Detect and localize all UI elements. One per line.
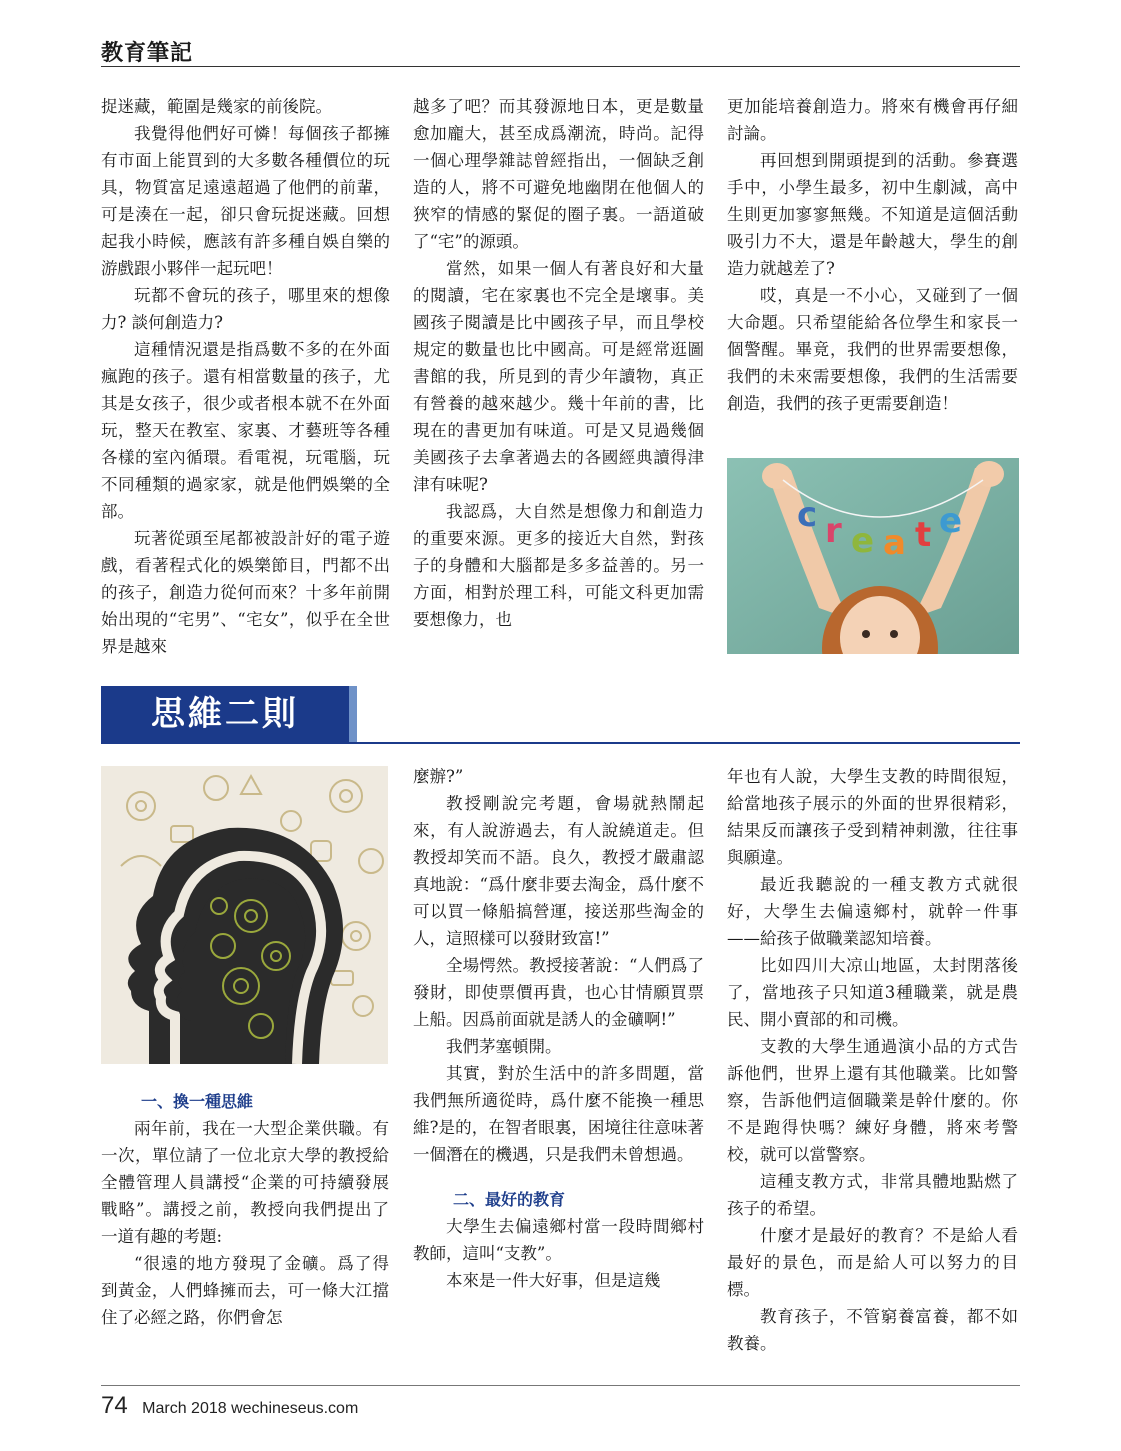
page-number: 74 (101, 1392, 128, 1419)
svg-text:r: r (825, 511, 842, 551)
paragraph: 我們茅塞頓開。 (446, 1037, 562, 1056)
paragraph: 本來是一件大好事，但是這幾 (446, 1271, 661, 1290)
article1-column-1 (101, 93, 390, 660)
svg-text:t: t (915, 515, 932, 555)
article1-column-3 (727, 93, 1018, 417)
paragraph: 最近我聽說的一種支教方式就很好，大學生去偏遠鄉村，就幹一件事——給孩子做職業認知培養。 (727, 875, 1018, 948)
svg-text:c: c (797, 495, 818, 535)
section2-column-3 (727, 763, 1018, 1357)
svg-text:a: a (883, 523, 906, 563)
paragraph: 哎，真是一不小心，又碰到了一個大命題。只希望能給各位學生和家長一個警醒。畢竟，我們的世界需要想像，我們的未來需要想像，我們的生活需要創造，我們的孩子更需要創造！ (727, 286, 1018, 413)
paragraph: 越多了吧？而其發源地日本，更是數量愈加龐大，甚至成爲潮流，時尚。記得一個心理學雜誌曾經指出，一個缺乏創造的人，將不可避免地幽閉在他個人的狹窄的情感的緊促的圈子裏。一語道破了“宅”的源頭。 (413, 97, 704, 251)
section2-column-1 (101, 1088, 389, 1331)
paragraph: 什麼才是最好的教育？不是給人看最好的景色，而是給人可以努力的目標。 (727, 1226, 1018, 1299)
paragraph: 更加能培養創造力。將來有機會再仔細討論。 (727, 97, 1018, 143)
paragraph: 我認爲，大自然是想像力和創造力的重要來源。更多的接近大自然，對孩子的身體和大腦都是多多益善的。另一方面，相對於理工科，可能文科更加需要想像力，也 (413, 502, 704, 629)
paragraph: 捉迷藏，範圍是幾家的前後院。 (101, 97, 332, 116)
paragraph: 教育孩子，不管窮養富養，都不如教養。 (727, 1307, 1018, 1353)
child-holding-create-banner-photo (727, 458, 1019, 654)
paragraph: 年也有人說，大學生支教的時間很短，給當地孩子展示的外面的世界很精彩，結果反而讓孩子受到精神刺激，往往事與願違。 (727, 767, 1018, 867)
page-footer (101, 1392, 358, 1420)
section-divider (101, 742, 1020, 744)
paragraph: 支教的大學生通過演小品的方式告訴他們，世界上還有其他職業。比如警察，告訴他們這個職業是幹什麼的。你不是跑得快嗎？練好身體，將來考警校，就可以當警察。 (727, 1037, 1018, 1164)
paragraph: 玩都不會玩的孩子，哪里來的想像力? 談何創造力? (101, 286, 390, 332)
footer-divider (101, 1385, 1020, 1386)
header-divider (101, 66, 1020, 67)
section2-column-2 (413, 763, 704, 1294)
subheading-best-education: 二、最好的教育 (453, 1190, 566, 1209)
paragraph: 當然，如果一個人有著良好和大量的閱讀，宅在家裏也不完全是壞事。美國孩子閱讀是比中國孩子早，而且學校規定的數量也比中國高。可是經常逛圖書館的我，所見到的青少年讀物，真正有營養的越來越少。幾十年前的書，比現在的書更加有味道。可是又見過幾個美國孩子去拿著過去的各國經典讀得津津有味呢? (413, 259, 704, 494)
magazine-section-title: 教育筆記 (101, 41, 194, 66)
paragraph: “很遠的地方發現了金礦。爲了得到黃金，人們蜂擁而去，可一條大江擋住了必經之路，你們會怎 (101, 1254, 389, 1327)
paragraph: 兩年前，我在一大型企業供職。有一次，單位請了一位北京大學的教授給全體管理人員講授“企業的可持續發展戰略”。講授之前，教授向我們提出了一道有趣的考題: (101, 1119, 389, 1246)
paragraph: 比如四川大凉山地區，太封閉落後了，當地孩子只知道3種職業，就是農民、開小賣部的和司機。 (727, 956, 1018, 1029)
paragraph: 這種支教方式，非常具體地點燃了孩子的希望。 (727, 1172, 1018, 1218)
paragraph: 這種情況還是指爲數不多的在外面瘋跑的孩子。還有相當數量的孩子，尤其是女孩子，很少或者根本就不在外面玩，整天在教室、家裏、才藝班等各種各樣的室內循環。看電視，玩電腦，玩不同種類的過家家，就是他們娛樂的全部。 (101, 340, 390, 521)
paragraph: 麼辦?” (413, 767, 464, 786)
thinking-head-illustration (101, 766, 388, 1064)
paragraph: 其實，對於生活中的許多問題，當我們無所適從時，爲什麼不能換一種思維?是的，在智者眼裏，困境往往意味著一個潛在的機遇，只是我們未曾想過。 (413, 1064, 704, 1164)
section-banner: 思維二則 (101, 686, 357, 742)
svg-text:e: e (851, 521, 875, 561)
paragraph: 全場愕然。教授接著說：“人們爲了發財，即使票價再貴，也心甘情願買票上船。因爲前面就是誘人的金礦啊!” (413, 956, 704, 1029)
paragraph: 教授剛說完考題，會場就熱鬧起來，有人說游過去，有人說繞道走。但教授却笑而不語。良久，教授才嚴肅認真地說：“爲什麼非要去淘金，爲什麼不可以買一條船搞營運，接送那些淘金的人，這照樣可以發財致富!” (413, 794, 704, 948)
subheading-change-thinking: 一、換一種思維 (141, 1092, 254, 1111)
issue-and-website: March 2018 wechineseus.com (142, 1400, 359, 1417)
paragraph: 大學生去偏遠鄉村當一段時間鄉村教師，這叫“支教”。 (413, 1217, 704, 1263)
article1-column-2 (413, 93, 704, 633)
paragraph: 我覺得他們好可憐！每個孩子都擁有市面上能買到的大多數各種價位的玩具，物質富足遠遠超過了他們的前輩，可是湊在一起，卻只會玩捉迷藏。回想起我小時候，應該有許多種自娛自樂的游戲跟小夥伴一起玩吧！ (101, 124, 390, 278)
paragraph: 玩著從頭至尾都被設計好的電子遊戲，看著程式化的娛樂節目，門都不出的孩子，創造力從何而來？十多年前開始出現的“宅男”、“宅女”，似乎在全世界是越來 (101, 529, 390, 656)
svg-text:e: e (939, 501, 963, 541)
paragraph: 再回想到開頭提到的活動。參賽選手中，小學生最多，初中生劇減，高中生則更加寥寥無幾。不知道是這個活動吸引力不大，還是年齡越大，學生的創造力就越差了? (727, 151, 1018, 278)
